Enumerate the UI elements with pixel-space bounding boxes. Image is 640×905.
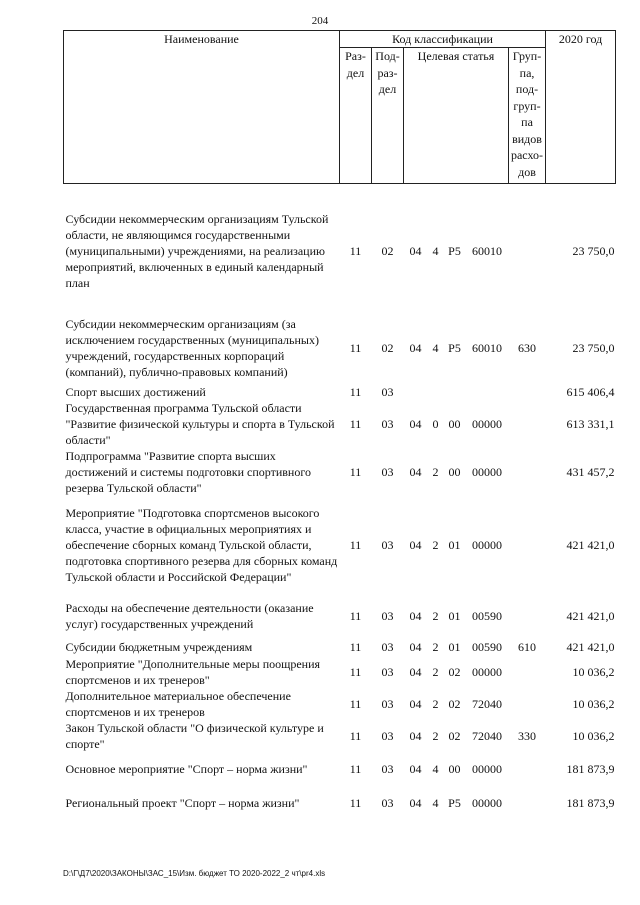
- row-podrazdel: 03: [381, 696, 394, 711]
- row-podrazdel: 03: [381, 728, 394, 743]
- header-year: 2020 год: [546, 31, 616, 184]
- row-cs-program: 04: [409, 340, 422, 355]
- row-vid-rashodov: [509, 594, 546, 638]
- row-razdel: 11: [349, 384, 362, 399]
- row-podrazdel: 02: [381, 243, 394, 258]
- row-podrazdel: 02: [381, 340, 394, 355]
- row-amount: 431 457,2: [566, 464, 615, 479]
- row-vid-rashodov: [509, 688, 546, 720]
- row-cs-subprogram: 2: [432, 608, 439, 623]
- header-code: Код классификации: [340, 31, 546, 48]
- row-name: Государственная программа Тульской области "Развитие физической культуры и спорта в Тульской области": [65, 400, 335, 447]
- table-row: [64, 786, 616, 820]
- row-cs-subprogram: 4: [432, 761, 439, 776]
- row-razdel: 11: [349, 243, 362, 258]
- table-row: [64, 752, 616, 786]
- row-name: Подпрограмма "Развитие спорта высших достижений и системы подготовки спортивного резерва Тульской области": [65, 448, 311, 495]
- row-cs-direction: 00000: [472, 464, 502, 479]
- row-cs-program: 04: [409, 464, 422, 479]
- row-cs-subprogram: 2: [432, 728, 439, 743]
- row-cs-event: P5: [448, 795, 461, 810]
- row-vid-rashodov: [509, 752, 546, 786]
- row-vid-rashodov: [509, 496, 546, 594]
- row-cs-subprogram: 4: [432, 243, 439, 258]
- row-cs-event: 01: [448, 639, 461, 654]
- row-vid-rashodov: [509, 400, 546, 448]
- row-razdel: 11: [349, 537, 362, 552]
- row-vid-rashodov: [509, 184, 546, 298]
- row-amount: 421 421,0: [566, 537, 615, 552]
- row-podrazdel: 03: [381, 464, 394, 479]
- row-cs-event: 00: [448, 416, 461, 431]
- row-podrazdel: 03: [381, 537, 394, 552]
- row-cs-program: 04: [409, 537, 422, 552]
- row-cs-event: P5: [448, 340, 461, 355]
- row-vid-rashodov: [509, 380, 546, 400]
- row-podrazdel: 03: [381, 384, 394, 399]
- row-cs-direction: 00000: [472, 761, 502, 776]
- header-celevaya: Целевая статья: [404, 48, 509, 184]
- row-cs-event: 00: [448, 464, 461, 479]
- row-razdel: 11: [349, 416, 362, 431]
- row-cs-event: P5: [448, 243, 461, 258]
- row-name: Субсидии некоммерческим организациям Тульской области, не являющимся государственными (муниципальными) учреждениями, на реализацию мероприятий, включенных в единый календарный план: [65, 211, 329, 290]
- row-cs-direction: 60010: [472, 243, 502, 258]
- row-cs-program: 04: [409, 608, 422, 623]
- row-amount: 421 421,0: [566, 639, 615, 654]
- row-cs-direction: 00000: [472, 416, 502, 431]
- table-body: [64, 184, 616, 820]
- row-podrazdel: 03: [381, 608, 394, 623]
- row-cs-program: 04: [409, 243, 422, 258]
- table-row: [64, 380, 616, 400]
- page-number: 204: [311, 15, 329, 27]
- header-gruppa: Груп-па, под-груп-па видов расхо-дов: [509, 48, 546, 184]
- row-cs-program: 04: [409, 639, 422, 654]
- row-amount: 10 036,2: [572, 664, 615, 679]
- row-cs-direction: 72040: [472, 728, 502, 743]
- table-row: [64, 638, 616, 656]
- row-cs-subprogram: 0: [432, 416, 439, 431]
- header-razdel: Раз-дел: [340, 48, 372, 184]
- row-cs-event: 01: [448, 537, 461, 552]
- row-razdel: 11: [349, 639, 362, 654]
- row-razdel: 11: [349, 340, 362, 355]
- table-row: [64, 448, 616, 496]
- row-cs-program: 04: [409, 795, 422, 810]
- row-podrazdel: 03: [381, 761, 394, 776]
- header-podrazdel: Под-раз-дел: [372, 48, 404, 184]
- row-cs-subprogram: 4: [432, 795, 439, 810]
- row-name: Мероприятие "Дополнительные меры поощрения спортсменов и их тренеров": [65, 656, 321, 687]
- row-razdel: 11: [349, 761, 362, 776]
- row-razdel: 11: [349, 664, 362, 679]
- row-podrazdel: 03: [381, 664, 394, 679]
- table-row: [64, 184, 616, 298]
- row-razdel: 11: [349, 728, 362, 743]
- table-row: [64, 688, 616, 720]
- row-vid-rashodov: [509, 656, 546, 688]
- table-header: [64, 31, 616, 184]
- row-name: Субсидии некоммерческим организациям (за исключением государственных (муниципальных) учреждений, государственных корпораций (компаний), публично-правовых компаний): [65, 316, 319, 379]
- row-cs-direction: 00000: [472, 664, 502, 679]
- row-name: Закон Тульской области "О физической культуре и спорте": [65, 720, 324, 751]
- row-cs-subprogram: 4: [432, 340, 439, 355]
- row-name: Основное мероприятие "Спорт – норма жизни": [65, 761, 308, 776]
- row-name: Субсидии бюджетным учреждениям: [65, 639, 253, 654]
- row-podrazdel: 03: [381, 416, 394, 431]
- row-cs-event: 02: [448, 664, 461, 679]
- row-razdel: 11: [349, 696, 362, 711]
- row-cs-direction: 60010: [472, 340, 502, 355]
- row-podrazdel: 03: [381, 795, 394, 810]
- row-cs-subprogram: 2: [432, 696, 439, 711]
- row-amount: 10 036,2: [572, 728, 615, 743]
- row-cs-direction: 72040: [472, 696, 502, 711]
- file-path-footer: D:\Г\Д7\2020\ЗАКОНЫ\ЗАС_15\Изм. бюджет ТО 2020-2022_2 чт\pr4.xls: [63, 869, 326, 878]
- row-razdel: 11: [349, 608, 362, 623]
- row-amount: 181 873,9: [566, 795, 615, 810]
- row-cs-direction: 00000: [472, 795, 502, 810]
- row-amount: 23 750,0: [572, 243, 615, 258]
- row-cs-subprogram: 2: [432, 664, 439, 679]
- row-cs-event: 02: [448, 696, 461, 711]
- row-name: Дополнительное материальное обеспечение спортсменов и их тренеров: [65, 688, 291, 719]
- row-razdel: 11: [349, 464, 362, 479]
- row-vid-rashodov: [509, 448, 546, 496]
- row-amount: 181 873,9: [566, 761, 615, 776]
- row-cs-event: 00: [448, 761, 461, 776]
- row-amount: 23 750,0: [572, 340, 615, 355]
- budget-table: [63, 30, 616, 820]
- row-name: Региональный проект "Спорт – норма жизни": [65, 795, 300, 810]
- row-name: Расходы на обеспечение деятельности (оказание услуг) государственных учреждений: [65, 600, 314, 631]
- row-cs-program: 04: [409, 696, 422, 711]
- table-row: [64, 298, 616, 380]
- row-name: Спорт высших достижений: [65, 384, 206, 399]
- row-cs-direction: 00590: [472, 639, 502, 654]
- row-cs-direction: 00000: [472, 537, 502, 552]
- row-cs-subprogram: 2: [432, 537, 439, 552]
- row-amount: 421 421,0: [566, 608, 615, 623]
- row-podrazdel: 03: [381, 639, 394, 654]
- row-amount: 615 406,4: [566, 384, 615, 399]
- row-cs-event: 01: [448, 608, 461, 623]
- table-row: [64, 400, 616, 448]
- row-vid-rashodov: 610: [518, 639, 537, 654]
- row-cs-program: 04: [409, 761, 422, 776]
- row-cs-program: [404, 380, 428, 400]
- row-vid-rashodov: [509, 786, 546, 820]
- row-cs-subprogram: [428, 380, 444, 400]
- row-cs-subprogram: 2: [432, 639, 439, 654]
- row-cs-program: 04: [409, 664, 422, 679]
- row-cs-direction: 00590: [472, 608, 502, 623]
- row-cs-subprogram: 2: [432, 464, 439, 479]
- row-vid-rashodov: 330: [518, 728, 537, 743]
- row-vid-rashodov: 630: [518, 340, 537, 355]
- row-cs-program: 04: [409, 728, 422, 743]
- row-cs-direction: [466, 380, 509, 400]
- row-cs-program: 04: [409, 416, 422, 431]
- row-name: Мероприятие "Подготовка спортсменов высокого класса, участие в официальных мероприятиях и обеспечение сборных команд Тульской области, подготовка спортивного резерва для сборных команд Тульской области и Российской Федерации": [65, 505, 338, 584]
- table-row: [64, 594, 616, 638]
- row-amount: 613 331,1: [566, 416, 615, 431]
- table-row: [64, 656, 616, 688]
- table-row: [64, 496, 616, 594]
- header-name: Наименование: [64, 31, 340, 184]
- row-cs-event: 02: [448, 728, 461, 743]
- row-cs-event: [444, 380, 466, 400]
- row-razdel: 11: [349, 795, 362, 810]
- table-row: [64, 720, 616, 752]
- row-amount: 10 036,2: [572, 696, 615, 711]
